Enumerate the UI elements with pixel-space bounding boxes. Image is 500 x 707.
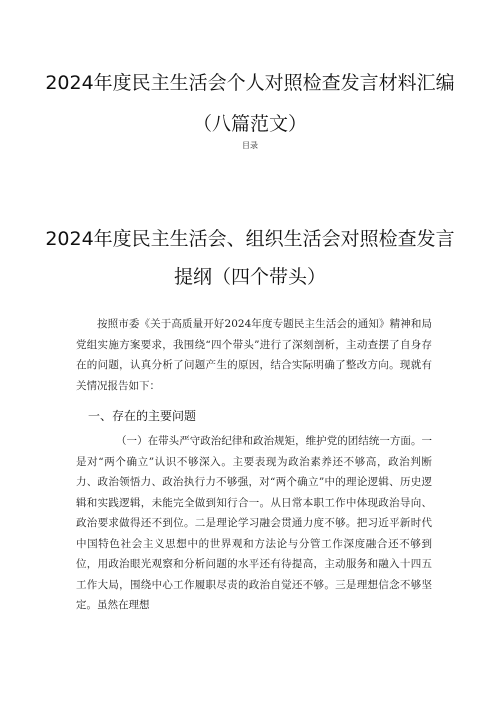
problem-paragraph: （一）在带头严守政治纪律和政治规矩，维护党的团结统一方面。一是对“两个确立”认识不够深入。主要表现为政治素养还不够高，政治判断力、政治领悟力、政治执行力不够强，对“两个确立”中的理论逻辑、历史逻辑和实践逻辑，未能完全做到知行合一。从日常本职工作中体现政治导向、政治要求做得还不到位。二是理论学习融会贯通力度不够。把习近平新时代中国特色社会主义思想中的世界观和方法论与分管工作深度融合还不够到位，用政治眼光观察和分析问题的水平还有待提高，主动服务和融入十四五工作大局，围绕中心工作履职尽责的政治自觉还不够。三是理想信念不够坚定。虽然在理想 bbox=[76, 435, 432, 611]
toc-label: 目录 bbox=[242, 141, 258, 150]
section-title: 2024年度民主生活会、组织生活会对照检查发言提纲（四个带头） bbox=[45, 228, 455, 288]
intro-paragraph: 按照市委《关于高质量开好2024年度专题民主生活会的通知》精神和局党组实施方案要求，我围绕“四个带头”进行了深刻剖析，主动查摆了自身存在的问题，认真分析了问题产生的原因，结合实际明确了整改方向。现就有关情况报告如下： bbox=[76, 318, 432, 392]
document-title: 2024年度民主生活会个人对照检查发言材料汇编（八篇范文） bbox=[45, 72, 455, 135]
heading-main-problems: 一、存在的主要问题 bbox=[88, 409, 197, 423]
